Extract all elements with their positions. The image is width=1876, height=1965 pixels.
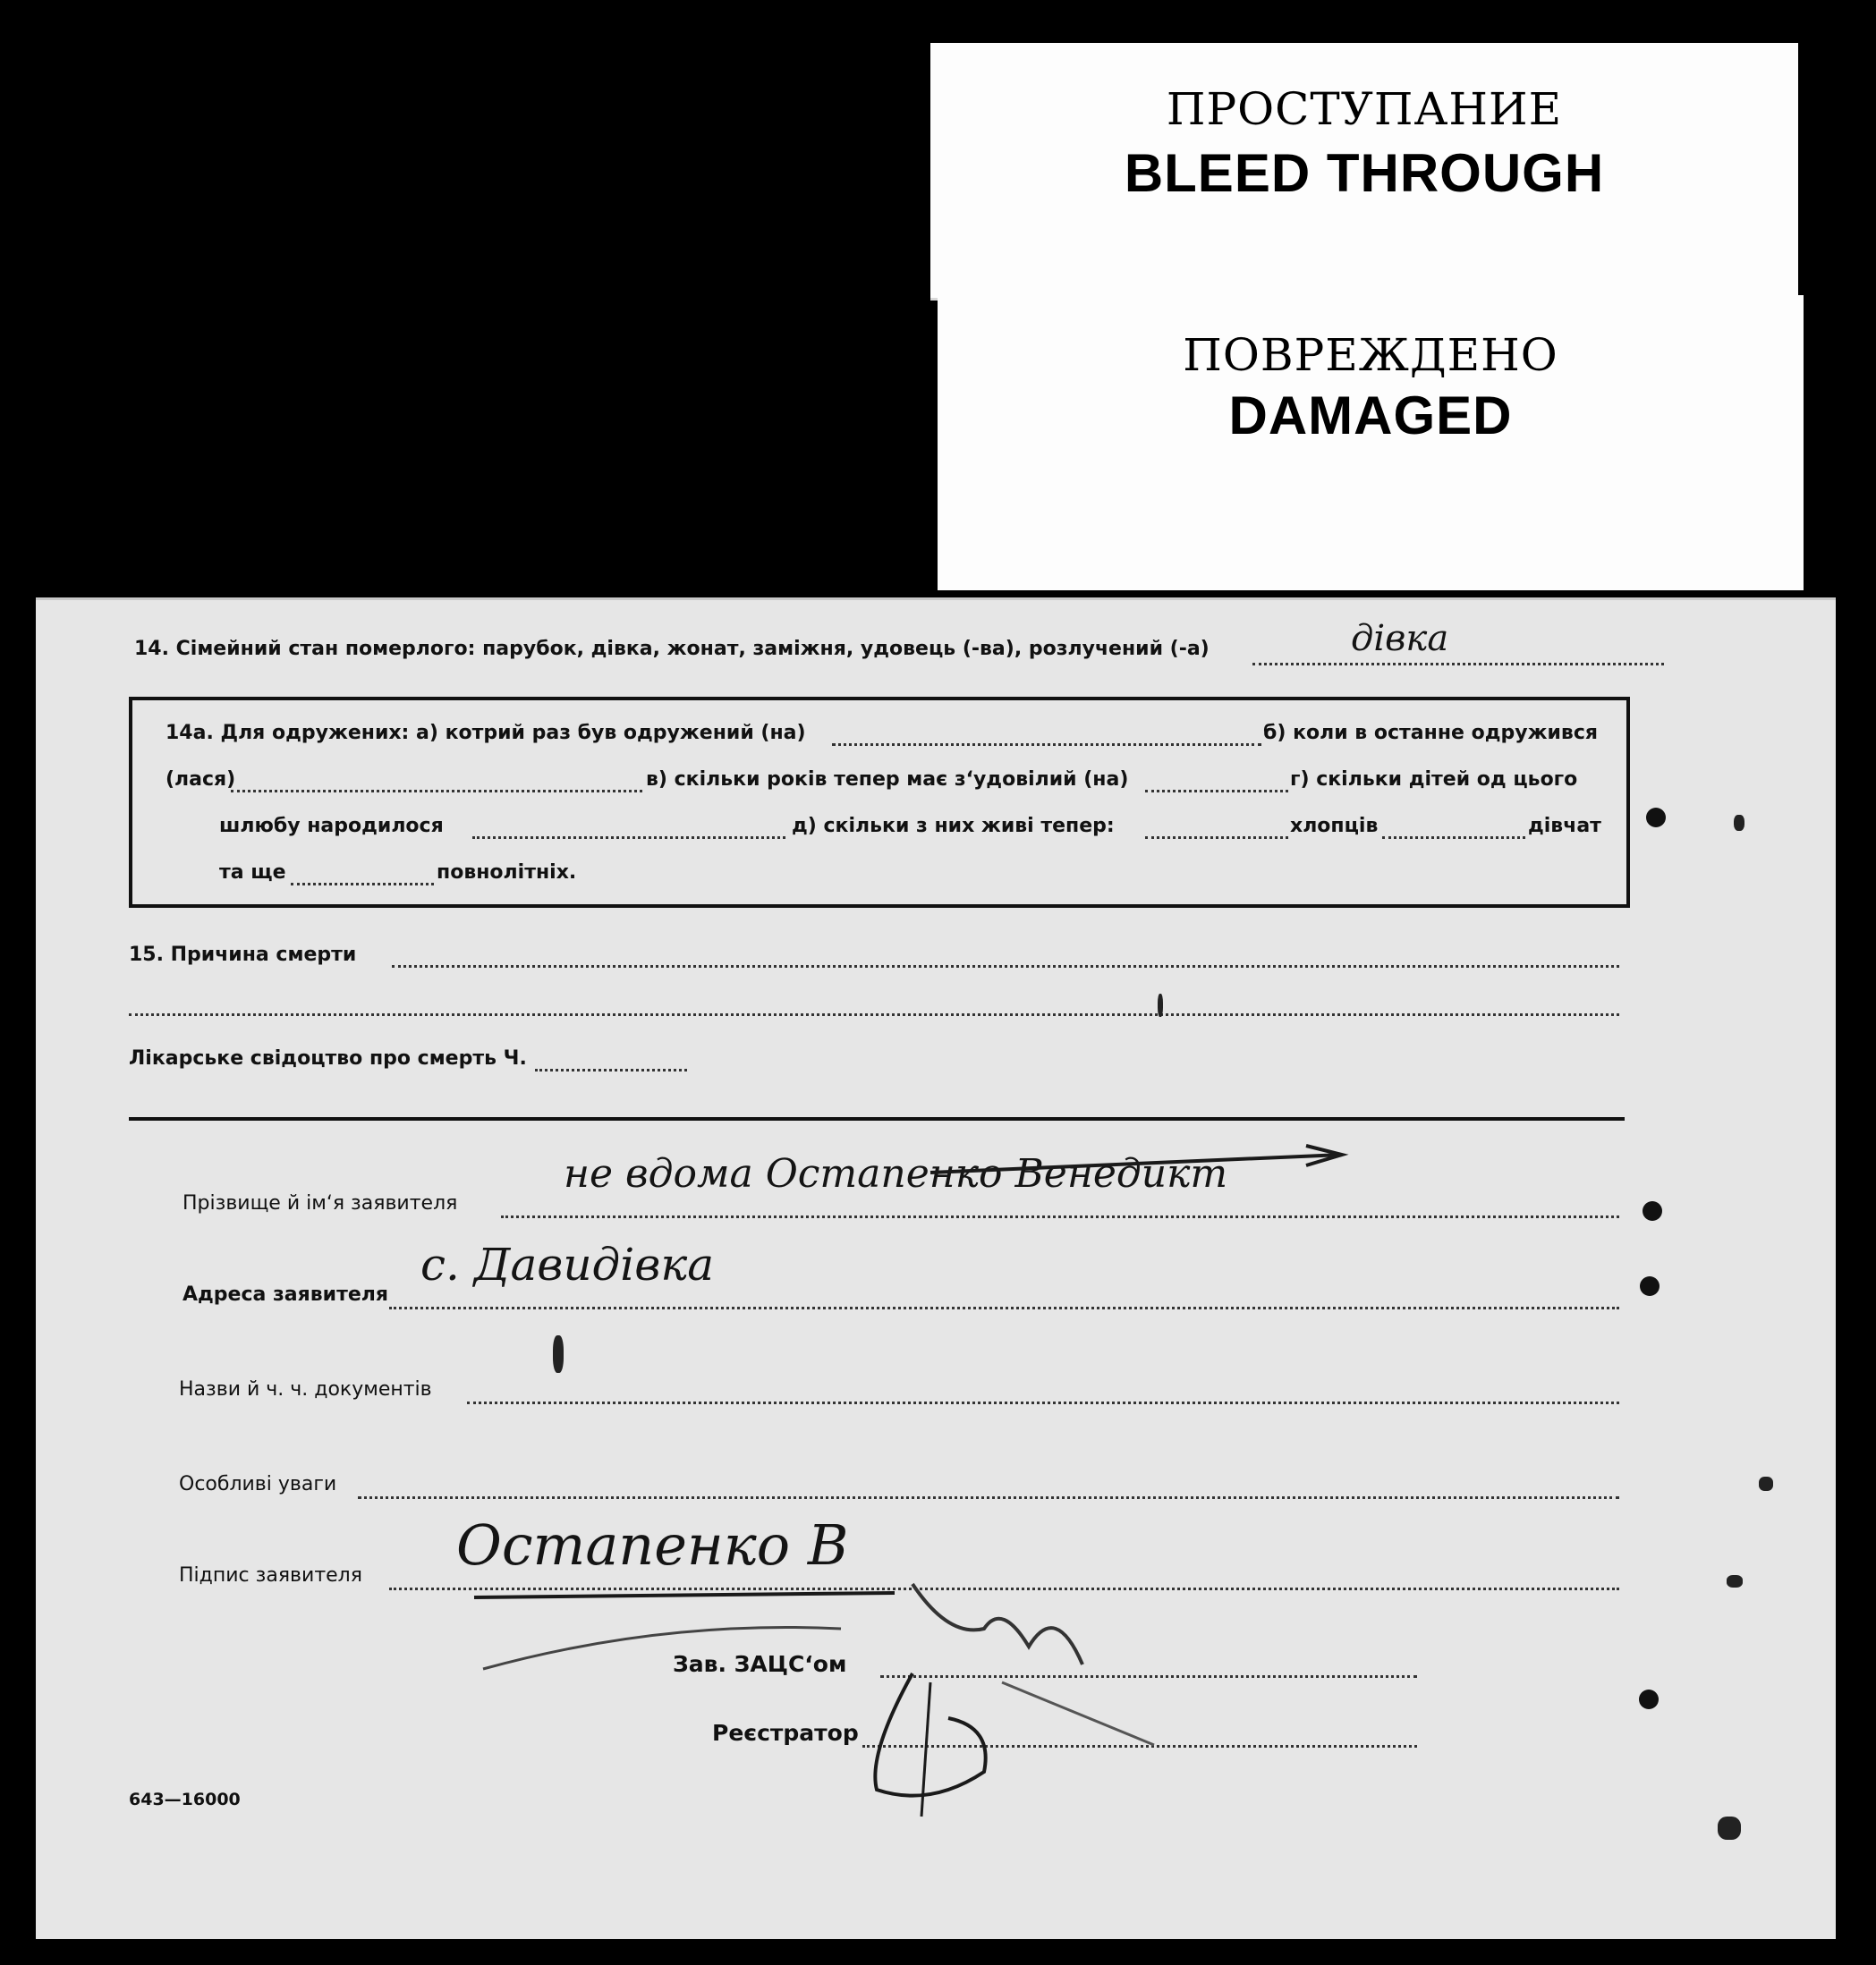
- bleed-through-label: [930, 43, 1798, 301]
- item-14-value: дівка: [1351, 618, 1449, 659]
- notes-label: Особливі уваги: [179, 1473, 337, 1495]
- item-14a-line3-a: шлюбу народилося: [219, 815, 444, 837]
- applicant-address-value: с. Давидівка: [420, 1239, 715, 1291]
- bleed-through-ru: ПРОСТУПАНИЕ: [1166, 83, 1563, 135]
- damaged-en: DAMAGED: [1228, 385, 1513, 445]
- item-14a-line4-b: повнолітніх.: [437, 861, 577, 884]
- speck: [1727, 1575, 1743, 1588]
- punch-hole: [1640, 1276, 1660, 1296]
- item-14a-line3-d: дівчат: [1528, 815, 1601, 837]
- item-14a-line3-b: д) скільки з них живі тепер:: [792, 815, 1115, 837]
- bleed-through-en: BLEED THROUGH: [1124, 143, 1605, 203]
- documents-label: Назви й ч. ч. документів: [179, 1378, 432, 1401]
- applicant-address-label: Адреса заявителя: [183, 1283, 389, 1306]
- item-14a-line2-b: в) скільки років тепер має з‘удовілий (на): [646, 768, 1129, 791]
- speck: [1158, 994, 1163, 1017]
- item-14a-line4-a: та ще: [219, 861, 286, 884]
- damaged-ru: ПОВРЕЖДЕНО: [1183, 329, 1558, 381]
- speck: [1718, 1817, 1741, 1840]
- punch-hole: [1639, 1690, 1659, 1709]
- punch-hole: [1643, 1201, 1662, 1221]
- speck: [553, 1335, 564, 1373]
- head-label: Зав. ЗАЦС‘ом: [673, 1651, 847, 1677]
- item-14a-line2-c: г) скільки дітей од цього: [1290, 768, 1578, 791]
- item-14a-line3-c: хлопців: [1290, 815, 1379, 837]
- registrar-label: Реєстратор: [712, 1720, 859, 1746]
- item-14a-line1-b: б) коли в останне одружився: [1263, 722, 1598, 744]
- applicant-name-label: Прізвище й ім‘я заявителя: [183, 1192, 458, 1215]
- speck: [1734, 815, 1744, 831]
- item-14a-line1-a: 14а. Для одружених: а) котрий раз був одружений (на): [166, 722, 806, 744]
- print-code: 643—16000: [129, 1790, 241, 1809]
- applicant-name-value: не вдома Остапенко Венедикт: [564, 1151, 1228, 1197]
- med-cert-label: Лікарське свідоцтво про смерть Ч.: [129, 1047, 527, 1070]
- signature-label: Підпис заявителя: [179, 1564, 362, 1587]
- applicant-signature: Остапенко В: [456, 1512, 849, 1578]
- item-14a-line2-a: (лася): [166, 768, 236, 791]
- speck: [1759, 1477, 1773, 1491]
- handwriting-strokes: [36, 600, 1836, 1939]
- item-14-label: 14. Сімейний стан померлого: парубок, дівка, жонат, заміжня, удовець (-ва), розлучений (-а): [134, 638, 1210, 660]
- civil-record-form: [36, 597, 1836, 1939]
- item-15-label: 15. Причина смерти: [129, 944, 357, 966]
- punch-hole: [1646, 808, 1666, 827]
- damaged-label: [938, 295, 1804, 590]
